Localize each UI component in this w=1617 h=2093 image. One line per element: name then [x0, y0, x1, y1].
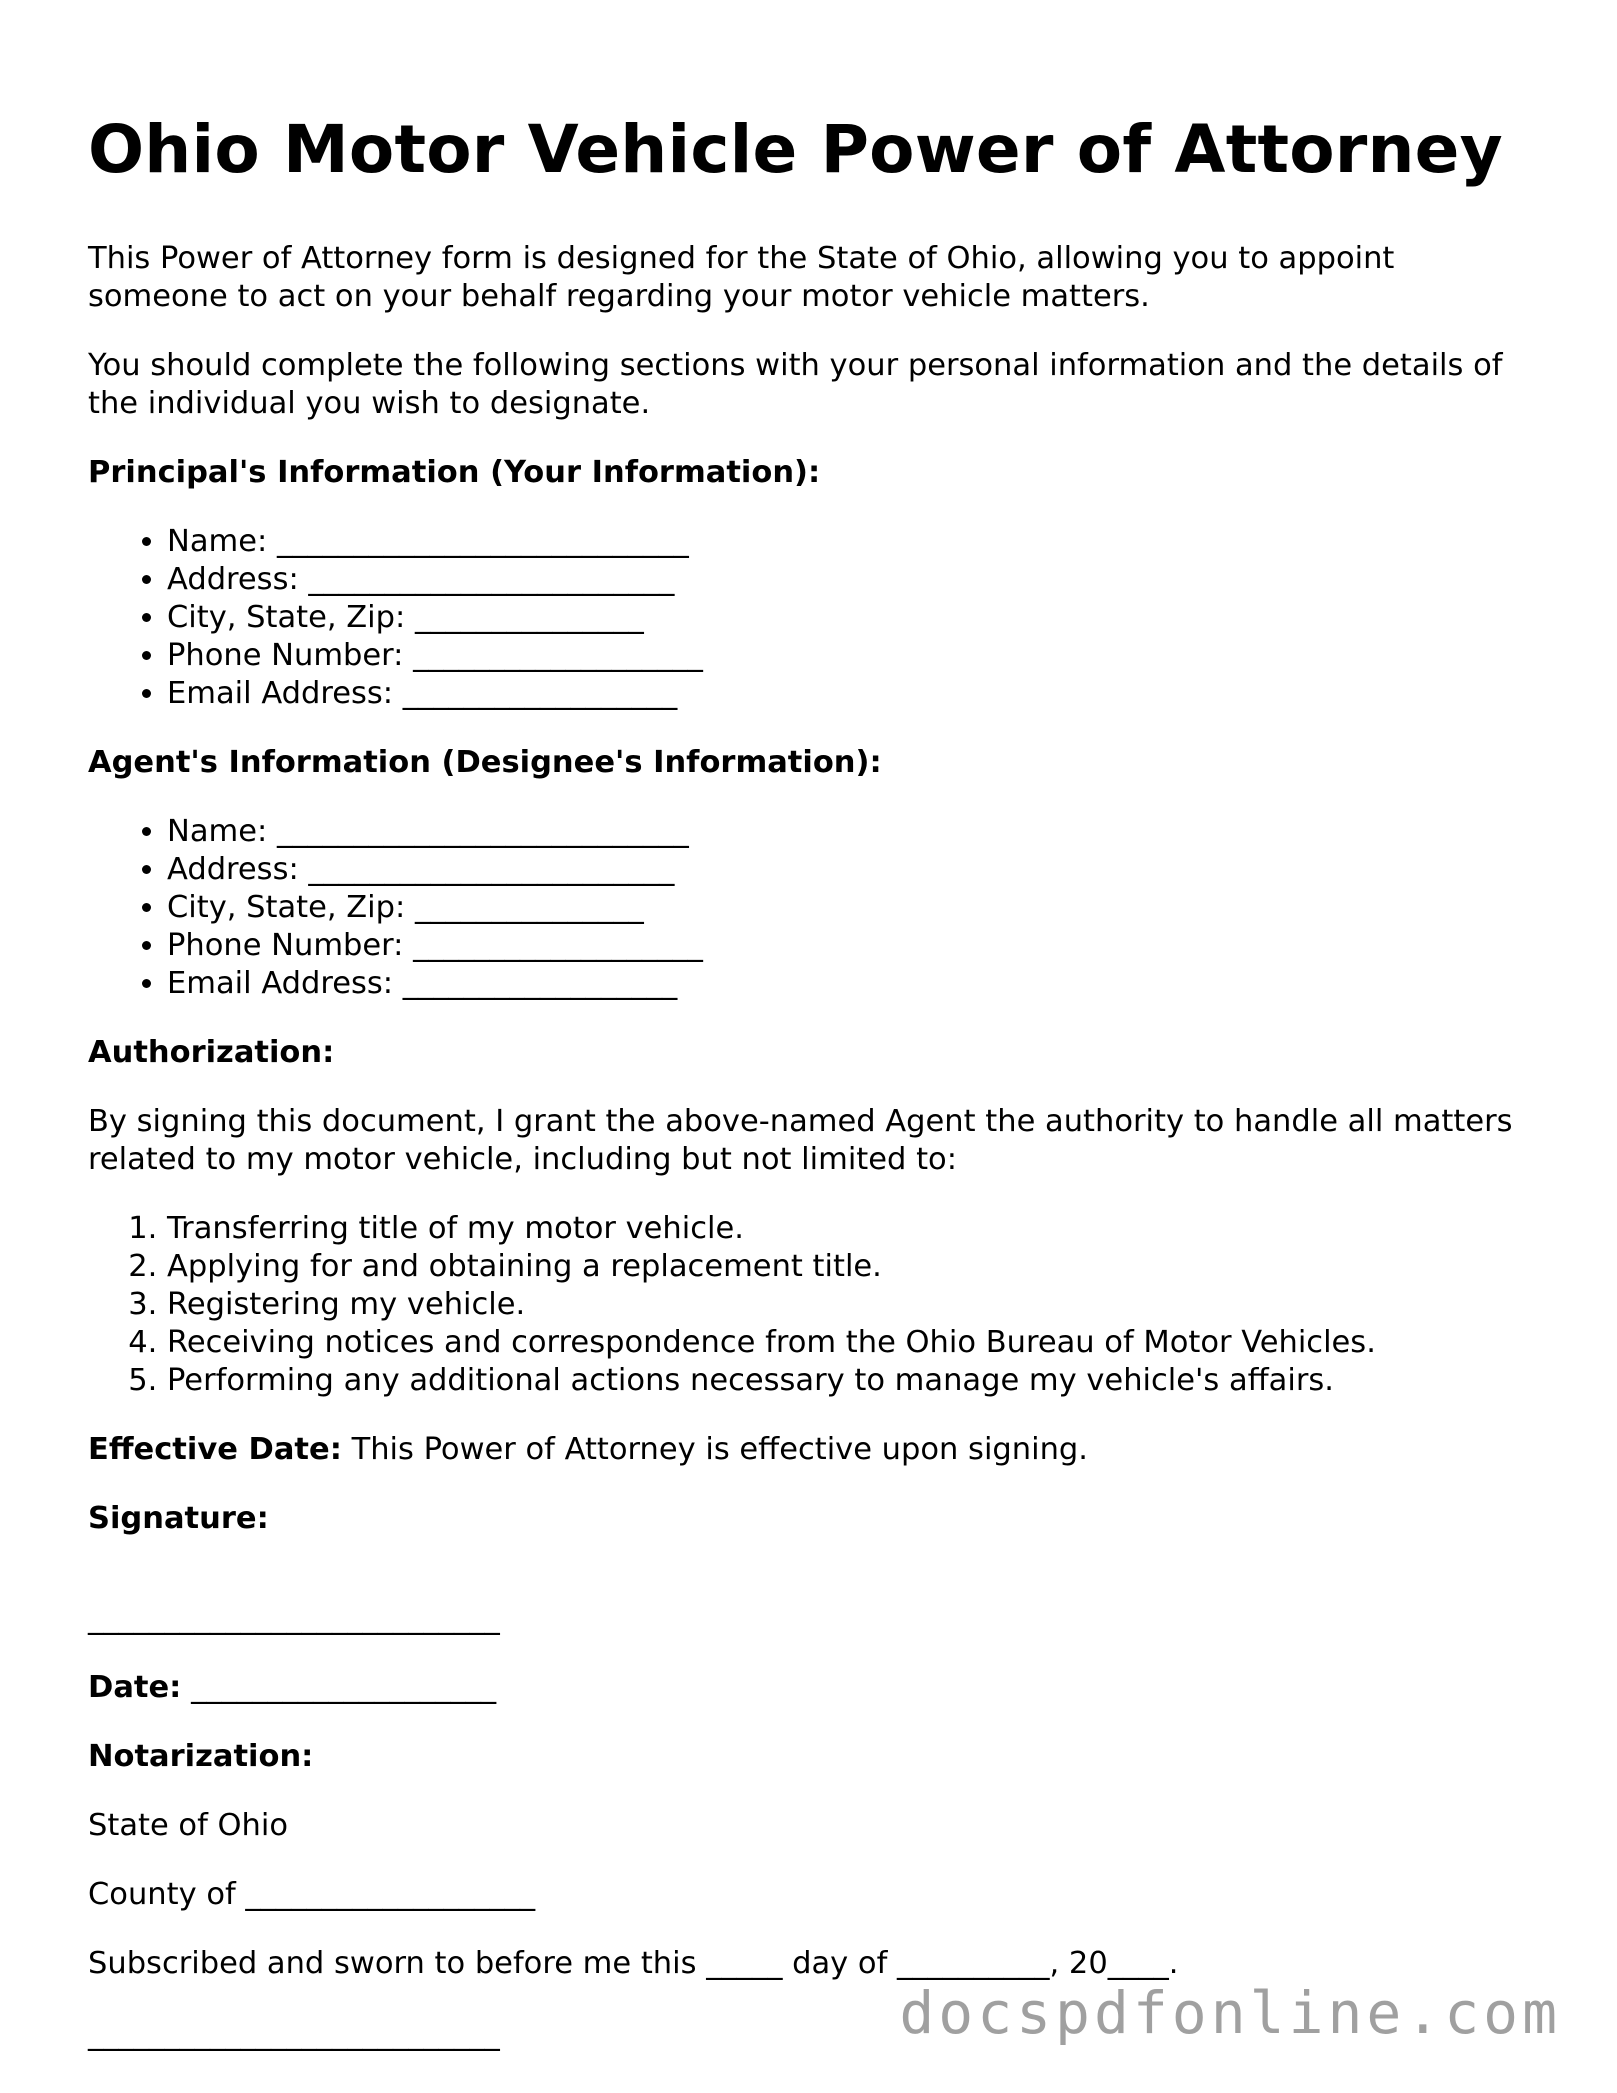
principal-address-field[interactable]: • Address: ________________________: [167, 561, 1528, 599]
intro-paragraph-1: This Power of Attorney form is designed for the State of Ohio, allowing you to appoint someone to act on your behalf regarding your motor vehicle matters.: [88, 241, 1395, 314]
authorization-heading: Authorization:: [88, 1035, 335, 1070]
signature-heading: Signature:: [88, 1501, 269, 1536]
authorization-item: 1. Transferring title of my motor vehicle.: [167, 1210, 1528, 1248]
notary-signature-line[interactable]: ___________________________: [88, 2017, 500, 2052]
notarization-county-field[interactable]: County of ___________________: [88, 1877, 536, 1912]
notarization-state: State of Ohio: [88, 1808, 288, 1843]
signature-date-line[interactable]: ____________________: [181, 1670, 497, 1705]
notarization-sworn-statement[interactable]: Subscribed and sworn to before me this _____ day of __________, 20____.: [88, 1946, 1179, 1981]
signature-date-label: Date:: [88, 1670, 182, 1705]
agent-heading: Agent's Information (Designee's Information):: [88, 745, 882, 780]
document-title: Ohio Motor Vehicle Power of Attorney: [88, 111, 1503, 188]
authorization-item: 2. Applying for and obtaining a replacement title.: [167, 1248, 1528, 1286]
site-watermark: docspdfonline.com: [899, 1979, 1561, 2047]
intro-paragraph-2: You should complete the following sections with your personal information and the details of the individual you wish to designate.: [88, 348, 1503, 421]
signature-date-row: [88, 1669, 1528, 1707]
agent-email-field[interactable]: • Email Address: __________________: [167, 965, 1528, 1003]
effective-date-text: This Power of Attorney is effective upon signing.: [341, 1432, 1088, 1467]
authorization-item: 5. Performing any additional actions necessary to manage my vehicle's affairs.: [167, 1362, 1528, 1400]
agent-city-state-zip-field[interactable]: • City, State, Zip: _______________: [167, 889, 1528, 927]
document-page: [88, 110, 1528, 2085]
authorization-item: 3. Registering my vehicle.: [167, 1286, 1528, 1324]
principal-city-state-zip-field[interactable]: • City, State, Zip: _______________: [167, 599, 1528, 637]
effective-date-paragraph: [88, 1431, 1528, 1469]
signature-line[interactable]: ___________________________: [88, 1601, 500, 1636]
effective-date-label: Effective Date:: [88, 1432, 342, 1467]
principal-fields-list: [88, 523, 1528, 713]
notarization-heading: Notarization:: [88, 1739, 314, 1774]
authorization-item: 4. Receiving notices and correspondence from the Ohio Bureau of Motor Vehicles.: [167, 1324, 1528, 1362]
principal-email-field[interactable]: • Email Address: __________________: [167, 675, 1528, 713]
principal-heading: Principal's Information (Your Information):: [88, 455, 821, 490]
principal-phone-field[interactable]: • Phone Number: ___________________: [167, 637, 1528, 675]
authorization-list: [88, 1210, 1528, 1400]
agent-name-field[interactable]: • Name: ___________________________: [167, 813, 1528, 851]
authorization-text: By signing this document, I grant the above-named Agent the authority to handle all matters related to my motor vehicle, including but not limited to:: [88, 1104, 1513, 1177]
agent-phone-field[interactable]: • Phone Number: ___________________: [167, 927, 1528, 965]
agent-address-field[interactable]: • Address: ________________________: [167, 851, 1528, 889]
principal-name-field[interactable]: • Name: ___________________________: [167, 523, 1528, 561]
agent-fields-list: [88, 813, 1528, 1003]
